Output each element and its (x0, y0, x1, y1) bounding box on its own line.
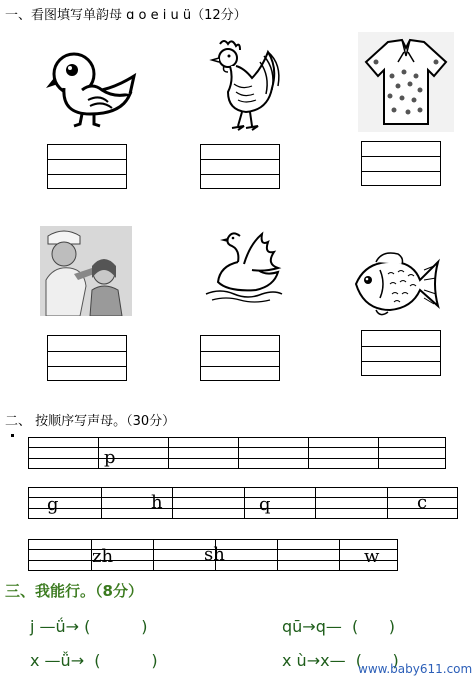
answer-box-doctor[interactable] (47, 335, 127, 381)
answer-box-crow[interactable] (47, 144, 127, 189)
fish-icon (346, 250, 442, 320)
answer-box-swan[interactable] (200, 335, 280, 381)
section2-title: 二、 按顺序写声母。（30分） (5, 414, 176, 429)
initial-w: w (364, 546, 380, 567)
pinyin-grid-row-1[interactable] (28, 437, 446, 469)
answer-box-rooster[interactable] (200, 144, 280, 189)
pinyin-grid-row-2[interactable] (28, 487, 458, 519)
initial-c: c (417, 492, 428, 513)
shirt-icon (358, 32, 454, 132)
doctor-girl-icon (40, 226, 132, 316)
initial-q: q (259, 494, 271, 515)
answer-box-fish[interactable] (361, 330, 441, 376)
exercise-3[interactable]: x —ǚ→ ( ) (30, 651, 158, 670)
initial-sh: sh (204, 544, 225, 565)
stray-dot (11, 434, 14, 437)
exercise-2[interactable]: qū→q— ( ) (282, 617, 396, 636)
crow-icon (44, 46, 140, 128)
initial-p: p (104, 447, 116, 468)
rooster-icon (198, 38, 284, 132)
exercise-4[interactable]: x ù→x— ( ) (282, 651, 399, 670)
watermark: www.baby611.com (358, 662, 473, 676)
section1-title: 一、看图填写单韵母 ɑ o e i u ü（12分） (5, 8, 247, 23)
initial-zh: zh (92, 546, 114, 567)
exercise-1[interactable]: j —ǘ→ ( ) (30, 617, 148, 636)
section3-title: 三、我能行。（8分） (5, 582, 143, 600)
answer-box-shirt[interactable] (361, 141, 441, 186)
initial-g: g (47, 494, 59, 515)
initial-h: h (151, 492, 163, 513)
swan-icon (200, 228, 286, 304)
